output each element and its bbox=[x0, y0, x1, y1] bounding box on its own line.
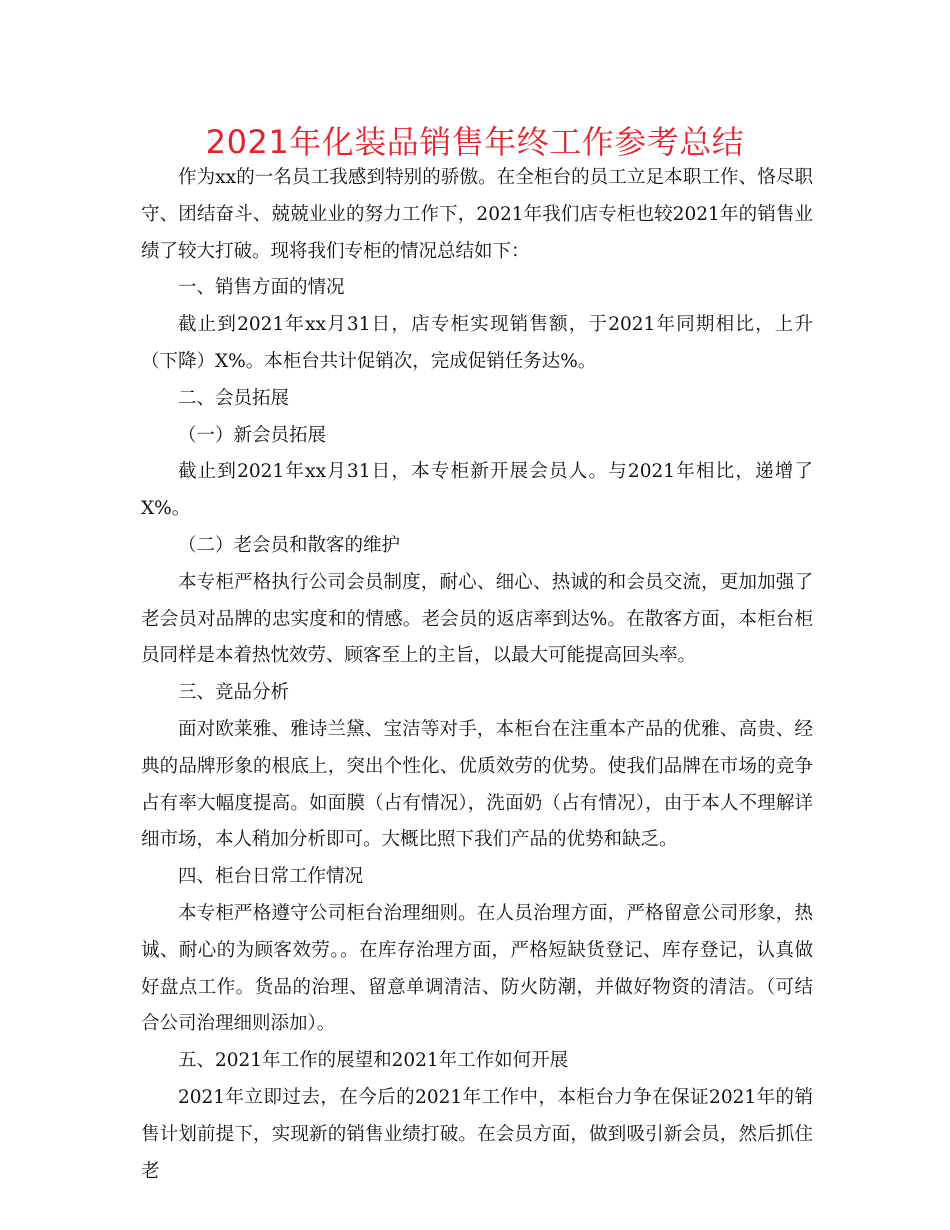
paragraph: 面对欧莱雅、雅诗兰黛、宝洁等对手，本柜台在注重本产品的优雅、高贵、经典的品牌形象的根底上，突出个性化、优质效劳的优势。使我们品牌在市场的竞争占有率大幅度提高。如面膜（占有情况），洗面奶（占有情况），由于本人不理解详细市场，本人稍加分析即可。大概比照下我们产品的优势和缺乏。 bbox=[141, 718, 813, 851]
section-heading: 一、销售方面的情况 bbox=[178, 277, 345, 299]
subsection-heading: （一）新会员拓展 bbox=[178, 424, 327, 446]
document-body bbox=[141, 160, 813, 1190]
paragraph: 截止到2021年xx月31日，店专柜实现销售额，于2021年同期相比，上升（下降）X%。本柜台共计促销次，完成促销任务达%。 bbox=[141, 314, 813, 372]
paragraph: 本专柜严格执行公司会员制度，耐心、细心、热诚的和会员交流，更加加强了老会员对品牌的忠实度和的情感。老会员的返店率到达%。在散客方面，本柜台柜员同样是本着热忱效劳、顾客至上的主旨，以最大可能提高回头率。 bbox=[141, 571, 813, 667]
section-heading: 四、柜台日常工作情况 bbox=[178, 866, 364, 888]
paragraph: 作为xx的一名员工我感到特别的骄傲。在全柜台的员工立足本职工作、恪尽职守、团结奋斗、兢兢业业的努力工作下，2021年我们店专柜也较2021年的销售业绩了较大打破。现将我们专柜的情况总结如下： bbox=[141, 167, 813, 262]
section-heading: 五、2021年工作的展望和2021年工作如何开展 bbox=[178, 1050, 569, 1072]
section-heading: 二、会员拓展 bbox=[178, 387, 290, 409]
paragraph: 2021年立即过去，在今后的2021年工作中，本柜台力争在保证2021年的销售计划前提下，实现新的销售业绩打破。在会员方面，做到吸引新会员，然后抓住老 bbox=[141, 1086, 813, 1182]
subsection-heading: （二）老会员和散客的维护 bbox=[178, 534, 401, 556]
section-heading: 三、竞品分析 bbox=[178, 682, 290, 704]
paragraph: 截止到2021年xx月31日，本专柜新开展会员人。与2021年相比，递增了X%。 bbox=[141, 461, 813, 520]
paragraph: 本专柜严格遵守公司柜台治理细则。在人员治理方面，严格留意公司形象，热诚、耐心的为顾客效劳。。在库存治理方面，严格短缺货登记、库存登记，认真做好盘点工作。货品的治理、留意单调清洁、防火防潮，并做好物资的清洁。（可结合公司治理细则添加）。 bbox=[141, 902, 813, 1035]
document-title: 2021年化装品销售年终工作参考总结 bbox=[205, 123, 745, 161]
